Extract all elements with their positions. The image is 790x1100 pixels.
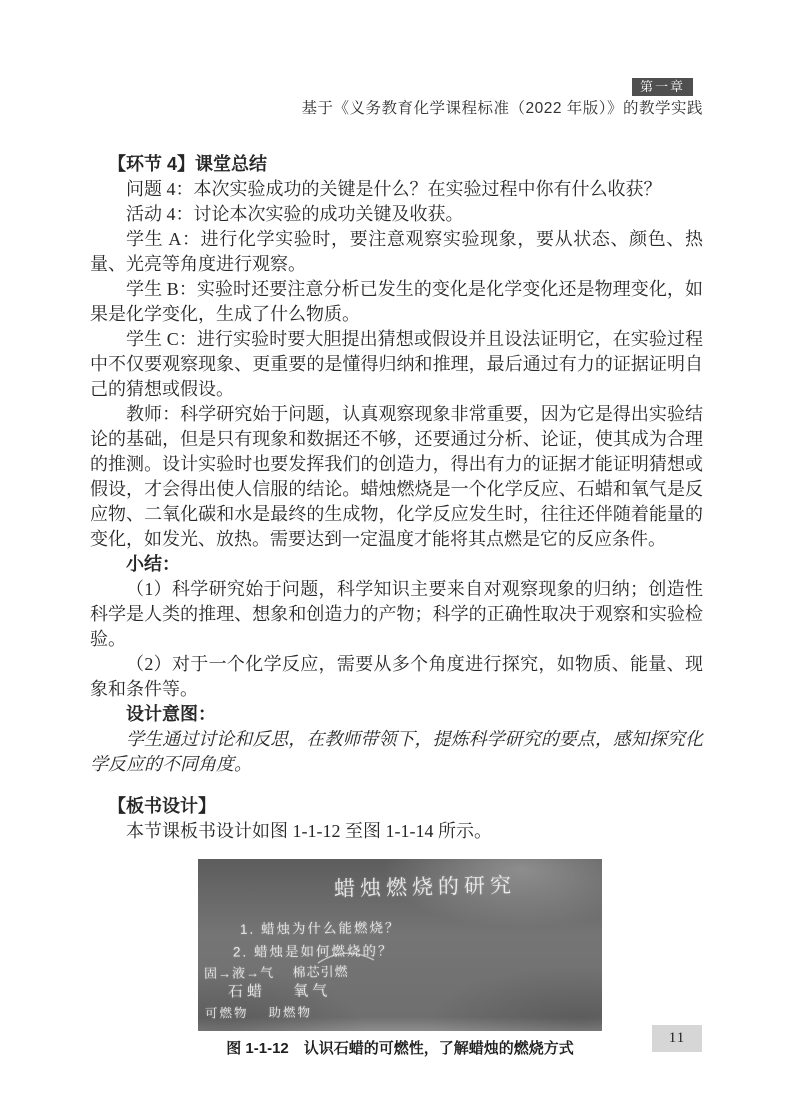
paragraph-teacher: 教师：科学研究始于问题，认真观察现象非常重要，因为它是得出实验结论的基础，但是只有现象和数据还不够，还要通过分析、论证，使其成为合理的推测。设计实验时也要发挥我们的创造力，得出有力的证据才能证明猜想或假设，才会得出使人信服的结论。蜡烛燃烧是一个化学反应、石蜡和氧气是反应物、二氧化碳和水是最终的生成物，化学反应发生时，往往还伴随着能量的变化，如发光、放热。需要达到一定温度才能将其点燃是它的反应条件。	[90, 404, 703, 549]
running-header: 基于《义务教育化学课程标准（2022 年版）》的教学实践	[301, 100, 703, 117]
summary-label: 小结：	[126, 554, 180, 574]
paragraph-summary-2: （2）对于一个化学反应，需要从多个角度进行探究，如物质、能量、现象和条件等。	[90, 654, 703, 699]
board-line-3: 固→液→气 棉芯引燃	[203, 963, 349, 982]
design-intent-label: 设计意图：	[126, 704, 216, 724]
board-title: 蜡烛燃烧的研究	[333, 874, 517, 901]
paragraph-question4: 问题 4：本次实验成功的关键是什么？在实验过程中你有什么收获？	[126, 179, 662, 199]
board-line-2: 2. 蜡烛是如何燃烧的？	[232, 943, 394, 960]
page-number: 11	[652, 1025, 702, 1052]
paragraph-student-a: 学生 A：进行化学实验时，要注意观察实验现象，要从状态、颜色、热量、光亮等角度进行观察。	[90, 229, 703, 274]
paragraph-summary-1: （1）科学研究始于问题，科学知识主要来自对观察现象的归纳；创造性科学是人类的推理、想象和创造力的产物；科学的正确性取决于观察和实验检验。	[90, 579, 703, 649]
board-design-heading: 【板书设计】	[108, 796, 216, 816]
figure-caption: 图 1-1-12 认识石蜡的可燃性，了解蜡烛的燃烧方式	[226, 1040, 574, 1057]
chapter-badge: 第一章	[632, 78, 693, 96]
paragraph-student-b: 学生 B：实验时还要注意分析已发生的变化是化学变化还是物理变化，如果是化学变化，生成了什么物质。	[90, 279, 703, 324]
section-heading: 【环节 4】课堂总结	[108, 154, 268, 174]
chalk-curve-decoration	[316, 951, 376, 965]
paragraph-student-c: 学生 C：进行实验时要大胆提出猜想或假设并且设法证明它，在实验过程中不仅要观察现象、更重要的是懂得归纳和推理，最后通过有力的证据证明自己的猜想或假设。	[90, 329, 703, 399]
board-line-4: 石蜡 氧气	[227, 982, 332, 1001]
board-line-1: 1. 蜡烛为什么能燃烧？	[239, 920, 401, 937]
paragraph-design-intent: 学生通过讨论和反思，在教师带领下，提炼科学研究的要点，感知探究化学反应的不同角度。	[90, 729, 703, 774]
figure-board-photo	[198, 859, 602, 1058]
board-line-5: 可燃物 助燃物	[204, 1005, 313, 1021]
paragraph-activity4: 活动 4：讨论本次实验的成功关键及收获。	[126, 204, 464, 224]
paragraph-board-intro: 本节课板书设计如图 1-1-12 至图 1-1-14 所示。	[126, 821, 492, 841]
blackboard-photo	[198, 859, 602, 1031]
page-body	[90, 152, 703, 1058]
